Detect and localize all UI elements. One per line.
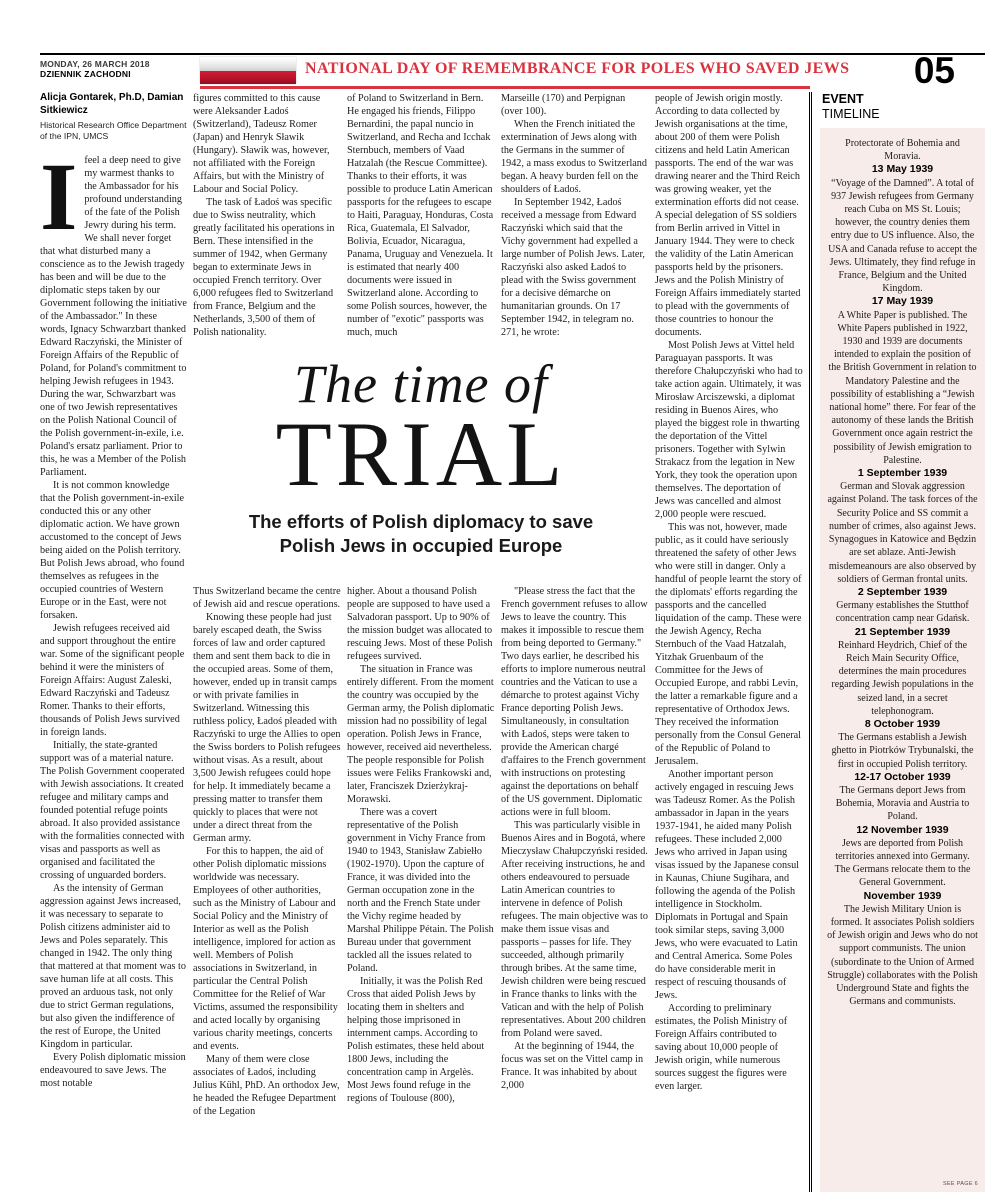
article-paragraph: higher. About a thousand Polish people are supposed to have used a Salvadoran passport. Up to 90% of the mission budget was allocated to rescuing Jews. Most of these Polish refugees survived.	[347, 586, 493, 662]
timeline-header-line2: TIMELINE	[822, 107, 880, 121]
timeline-box	[820, 128, 985, 1192]
timeline-entry	[827, 626, 978, 718]
article-paragraph: figures committed to this cause were Aleksander Ładoś (Switzerland), Tadeusz Romer (Japan) and Henryk Sławik (Hungary). Sławik was, however, not affiliated with the Foreign Affairs, but with the Ministry of Labour and Social Policy.	[193, 93, 330, 195]
timeline-entry-date: 12-17 October 1939	[854, 770, 951, 783]
timeline-entry	[827, 824, 978, 890]
timeline-entry-text: The Germans establish a Jewish ghetto in Piotrków Trybunalski, the first in occupied Polish territory.	[831, 732, 974, 770]
timeline-entry-date: November 1939	[863, 889, 942, 902]
timeline-entry	[827, 771, 978, 824]
timeline-entry	[827, 586, 978, 626]
article-paragraph: Thus Switzerland became the centre of Jewish aid and rescue operations.	[193, 586, 341, 610]
timeline-entry-date: 17 May 1939	[871, 295, 934, 308]
lead-text: feel a deep need to give my warmest thanks to the Ambassador for his profound understanding of the fate of the Polish Jewry during his term. We shall never forget that what disturbed many a conscience as to the Jewish tragedy has been and will be due to the diplomatic steps taken by our Government following the initiative of the Ambassador." In these words, Ignacy Schwarzbart thanked Edward Raczyński, the Minister of Foreign Affairs of the Republic of Poland, for Poland's commitment to helping Jewish refugees in 1943. During the war, Schwarzbart was one of two Jewish representatives on the Polish National Council of the Polish government-in-exile, i.e. Poland's ersatz parliament. Prior to this, he was a Member of the Polish Parliament.	[40, 155, 187, 478]
timeline-entry-text: Germany establishes the Stutthof concentration camp near Gdańsk.	[835, 600, 970, 625]
column-3-bottom	[347, 585, 495, 1105]
column-1-paragraphs	[40, 479, 187, 1090]
article-paragraph: This was particularly visible in Buenos Aires and in Bogotá, where Mieczysław Chałupczyński resided. After receiving instructions, he and others endeavoured to persuade Latin American countries to intervene in defence of Polish refugees. The main objective was to make them issue visas and passports – passes for life. They succeeded, although primarily through bribes. At the same time, Jewish children were being rescued in France thanks to links with the Vatican and with the help of Polish representatives. About 200 children from Poland were saved.	[501, 820, 648, 1039]
article-paragraph: "Please stress the fact that the French government refuses to allow Jews to leave the country. This makes it impossible to rescue them from being deported to Germany." Two days earlier, he described his efforts to implore numerous neutral countries and the Vatican to use a démarche to protest against Vichy France deporting Polish Jews. Simultaneously, in consultation with Ładoś, steps were taken to provide the American chargé d'affaires to the French government with instructions on protesting against the deportations on behalf of the US government. Diplomatic actions were in full bloom.	[501, 586, 648, 818]
timeline-entries	[827, 137, 978, 1008]
timeline-entry	[827, 467, 978, 586]
timeline-entry-text: Jews are deported from Polish territories annexed into Germany. The Germans relocate them to the General Government.	[834, 837, 971, 889]
article-column-3	[347, 92, 495, 1195]
timeline-entry-text: Reinhard Heydrich, Chief of the Reich Main Security Office, determines the main procedures regarding Jewish populations in the seized land, in a secret telephonogram.	[831, 639, 974, 717]
byline-affiliation: Historical Research Office Department of the IPN, UMCS	[40, 120, 187, 141]
article-paragraph: When the French initiated the extermination of Jews along with the Germans in the summer of 1942, a mass exodus to Switzerland began. A heavy burden fell on the shoulders of Ładoś.	[501, 119, 647, 195]
article-paragraph: It is not common knowledge that the Polish government-in-exile conducted this or any other diplomatic action. We have grown accustomed to the concept of Jews being aided on the Polish territory. But Polish Jews abroad, who found themselves as refugees in the occupied countries of Western Europe or in the East, were not forsaken.	[40, 480, 185, 621]
lead-paragraph	[40, 143, 187, 479]
article-column-1	[40, 92, 187, 1195]
masthead-date: MONDAY, 26 MARCH 2018	[40, 59, 150, 69]
flag-red-stripe	[200, 71, 296, 85]
article-column-4	[501, 92, 648, 1195]
newspaper-name: DZIENNIK ZACHODNI	[40, 69, 131, 79]
article-paragraph: people of Jewish origin mostly. According to data collected by Jewish organisations at the time, about 200 of them were Polish citizens and held Latin American passports. The end of the war was drawing nearer and the Third Reich was growing weaker, yet the extermination efforts did not cease. A special delegation of SS soldiers from Berlin arrived in Vittel in January 1944. They were to check the validity of the Latin American passports held by the prisoners. Jews and the Polish Ministry of Foreign Affairs immediately started to plead with the governments of those countries to honour the documents.	[655, 93, 801, 338]
article-paragraph: There was a covert representative of the Polish government in Vichy France from 1940 to 1943, Stanisław Zabiełło (1902-1970). Upon the capture of France, it was divided into the German occupation zone in the north and the French State under the Vichy regime headed by Marshal Philippe Pétain. The Polish Bureau under that government tackled all the issues related to Poland.	[347, 807, 494, 974]
article-paragraph: Most Polish Jews at Vittel held Paraguayan passports. It was therefore Chałupczyński who had to take action again. Ultimately, it was Mirosław Arciszewski, a diplomat residing in Buenos Aires, who played the biggest role in thwarting the deportation of the Vittel prisoners. Together with Sylwin Strakacz from the legation in New York, they took the operation upon themselves. The deportation of Jews was cancelled and almost 2,000 people were rescued.	[655, 340, 803, 520]
column-2-bottom	[193, 585, 341, 1118]
article-paragraph: According to preliminary estimates, the Polish Ministry of Foreign Affairs contributed to saving about 10,000 people of Jewish origin, while numerous sources suggest the figures were even larger.	[655, 1003, 788, 1092]
timeline-entry-text: The Germans deport Jews from Bohemia, Moravia and Austria to Poland.	[835, 784, 970, 823]
column-3-top	[347, 92, 495, 365]
timeline-entry-date: 1 September 1939	[857, 467, 948, 480]
timeline-entry	[827, 295, 978, 467]
byline	[40, 92, 187, 141]
headline-kicker: The time of	[294, 354, 548, 414]
headline-subtitle	[190, 510, 652, 558]
article-paragraph: Many of them were close associates of Ładoś, including Julius Kühl, PhD. An orthodox Jew, he headed the Refugee Department of the Legation	[193, 1054, 340, 1117]
timeline-entry-date: 8 October 1939	[864, 717, 941, 730]
timeline-header	[822, 92, 985, 122]
article-paragraph: of Poland to Switzerland in Bern. He engaged his friends, Filippo Bernardini, the papal nuncio in Switzerland, and Recha and Icchak Sternbuch, members of Vaad Hatzalah (the Rescue Committee). Thanks to their efforts, it was possible to produce Latin American passports for the refugees to escape to Haiti, Paraguay, Honduras, Costa Rica, Guatemala, El Salvador, Bolivia, Ecuador, Nicaragua, Panama, Uruguay and Venezuela. It is estimated that nearly 400 documents were issued in Switzerland alone. According to some Polish sources, however, the number of "exotic" passports was much, much	[347, 93, 494, 338]
timeline-entry-date: 13 May 1939	[871, 163, 934, 176]
article-paragraph: Initially, it was the Polish Red Cross that aided Polish Jews by locating them in shelters and helping those imprisoned in internment camps. According to Polish estimates, these held about 1800 Jews, including the concentration camp in Argelès. Most Jews found refuge in the regions of Toulouse (800),	[347, 976, 485, 1104]
headline-subtitle-line1: The efforts of Polish diplomacy to save	[248, 511, 594, 532]
article-paragraph: The situation in France was entirely different. From the moment the country was occupied by the German army, the Polish diplomatic mission had no possibility of legal operation. Polish Jews in France, however, received aid nevertheless. The people responsible for Polish issues were Feliks Frankowski and, later, Franciszek Dzierżykraj-Morawski.	[347, 664, 495, 805]
flag-white-stripe	[200, 57, 296, 71]
timeline-entry	[827, 890, 978, 1009]
article-paragraph: This was not, however, made public, as it could have seriously threatened the safety of other Jews who were still in danger. Only a handful of people learnt the story of the diplomats' efforts regarding the passports and the cancelled liquidation of the camp. These were the Jewish Agency, Recha Sternbuch of the Vaad Hatzalah, Yitzhak Gruenbaum of the Committee for the Jews of Occupied Europe, and rabbi Levin, the latter a remarkable figure and a representative of Orthodox Jews. They received the information personally from the Consul General of the Republic of Poland to Jerusalem.	[655, 522, 802, 767]
timeline-header-line1: EVENT	[822, 92, 864, 106]
banner-red-rule	[200, 86, 810, 89]
article-column-5	[655, 92, 803, 1195]
article-paragraph: Knowing these people had just barely escaped death, the Swiss forces of law and order captured them and sent them back to die in the occupied areas. Some of them, however, ended up in transit camps or with private families in Switzerland. Witnessing this ruthless policy, Ładoś pleaded with Raczyński to urge the Allies to open the Swiss borders to Polish refugees without visas. As a result, about 3,500 Jewish refugees could hope for help. It immediately became a pressing matter to transfer them quickly to places that were not under a direct threat from the German army.	[193, 612, 341, 844]
article-paragraph: At the beginning of 1944, the focus was set on the Vittel camp in France. It was inhabited by about 2,000	[501, 1041, 644, 1091]
article-paragraph: Initially, the state-granted support was of a material nature. The Polish Government cooperated with Jewish associations. It created refugee and military camps and founded potential refuge points abroad. It also provided assistance with the formalities connected with visas and passports as well as organised and facilitated the crossing of unguarded borders.	[40, 740, 185, 881]
article-paragraph: For this to happen, the aid of other Polish diplomatic missions worldwide was necessary. Employees of other authorities, such as the Ministry of Labour and Social Policy and the Ministry of Interior as well as the Polish intelligence, implored for action as well. Members of Polish associations in Switzerland, in particular the Central Polish Committee for the Relief of War Victims, assumed the responsibility and acted locally by organising various charity meetings, concerts and events.	[193, 846, 338, 1052]
article-paragraph: The task of Ładoś was specific due to Swiss neutrality, which greatly facilitated his operations in Bern. These intensified in the summer of 1942, when Germany began to exterminate Jews in occupied French territory. Over 6,000 refugees fled to Switzerland from France, Belgium and the Netherlands, 3,500 of them of Polish nationality.	[193, 197, 335, 338]
timeline-entry-text: German and Slovak aggression against Poland. The task forces of the Security Police and SS commit a number of crimes, also against Jews. Synagogues in Katowice and Będzin are set ablaze. Anti-Jewish misdemeanours are also observed by soldiers of German frontal units.	[827, 481, 978, 585]
article-column-2	[193, 92, 341, 1195]
column-divider-rule	[809, 92, 812, 1192]
timeline-entry-text: The Jewish Military Union is formed. It associates Polish soldiers of Jewish origin and Jews who do not support communists. The union (subordinate to the Union of Armed Struggle) collaborates with the Polish Underground State and fights the Germans and communists.	[827, 903, 978, 1008]
timeline-entry-text: Protectorate of Bohemia and Moravia.	[845, 138, 960, 163]
page-number: 05	[913, 50, 955, 91]
polish-flag-image	[200, 57, 296, 84]
headline-title: TRIAL	[275, 403, 567, 505]
headline-subtitle-line2: Polish Jews in occupied Europe	[279, 535, 563, 556]
byline-authors: Alicja Gontarek, Ph.D, Damian Sitkiewicz	[40, 92, 184, 116]
article-paragraph: As the intensity of German aggression against Jews increased, it was necessary to separate to Polish citizens administer aid to Jews and Poles separately. This changed in 1942. The only thing that mattered at that moment was to save human life at all costs. This proved an arduous task, not only due to strict German regulations, but also given the indifference of the rest of Europe, the United Kingdom in particular.	[40, 883, 186, 1050]
drop-cap: I	[40, 143, 78, 250]
timeline-entry	[827, 163, 978, 295]
timeline-entry-text: A White Paper is published. The White Papers published in 1922, 1930 and 1939 are documents intended to explain the position of the British Government in relation to Mandatory Palestine and the possibility of establishing a “Jewish national home” there. For fear of the autonomy of these lands the British Government once again restrict the possibility of Jewish emigration to Palestine.	[828, 309, 977, 466]
masthead	[40, 59, 150, 79]
timeline-entry-date: 12 November 1939	[856, 823, 949, 836]
timeline-entry-date: 2 September 1939	[857, 585, 948, 598]
header-top-rule	[40, 53, 985, 55]
article-paragraph: Another important person actively engaged in rescuing Jews was Tadeusz Romer. As the Polish ambassador in Japan in the years 1937-1941, he aided many Polish refugees. These included 2,000 Jews who arrived in Japan using visas issued by the Japanese consul in Kaunas, Chiune Sugihara, and following the agenda of the Polish intelligence in Stockholm. Diplomats in Portugal and Spain took similar steps, saving 3,000 Jews, who were evacuated to Latin and Central America. Some Poles do have considerable merit in respect of rescuing thousands of Jews.	[655, 769, 800, 1001]
article-paragraph: Jewish refugees received aid and support throughout the entire war. Some of the significant people behind it were the ministers of Foreign Affairs: August Zaleski, Edward Raczyński and Tadeusz Romer. Thanks to their efforts, thousands of Polish Jews survived in foreign lands.	[40, 623, 185, 738]
column-4-top	[501, 92, 648, 365]
see-page-footer: SEE PAGE 6	[943, 1181, 978, 1187]
article-paragraph: Marseille (170) and Perpignan (over 100).	[501, 93, 626, 117]
timeline-entry	[827, 137, 978, 163]
timeline-entry-text: “Voyage of the Damned”. A total of 937 Jewish refugees from Germany reach Cuba on MS St. Louis; however, the country denies them entry due to US influence. Also, the USA and Canada refuse to accept the Jews. Ultimately, they find refuge in France, Belgium and the United Kingdom.	[828, 177, 977, 295]
column-2-top	[193, 92, 341, 365]
article-body	[40, 92, 985, 1195]
article-paragraph: Every Polish diplomatic mission endeavoured to save Jews. The most notable	[40, 1052, 186, 1089]
timeline-entry-date: 21 September 1939	[854, 625, 951, 638]
article-paragraph: In September 1942, Ładoś received a message from Edward Raczyński which said that the Vichy government had expelled a large number of Polish Jews. Later, Raczyński also asked Ładoś to plead with the Swiss government for a decisive démarche on humanitarian grounds. On 17 September 1942, in telegram no. 271, he wrote:	[501, 197, 645, 338]
headline-block	[190, 355, 652, 558]
remembrance-banner: NATIONAL DAY OF REMEMBRANCE FOR POLES WHO SAVED JEWS	[305, 60, 850, 77]
event-timeline-sidebar	[820, 92, 985, 1195]
timeline-entry	[827, 718, 978, 771]
column-4-bottom	[501, 585, 648, 1092]
